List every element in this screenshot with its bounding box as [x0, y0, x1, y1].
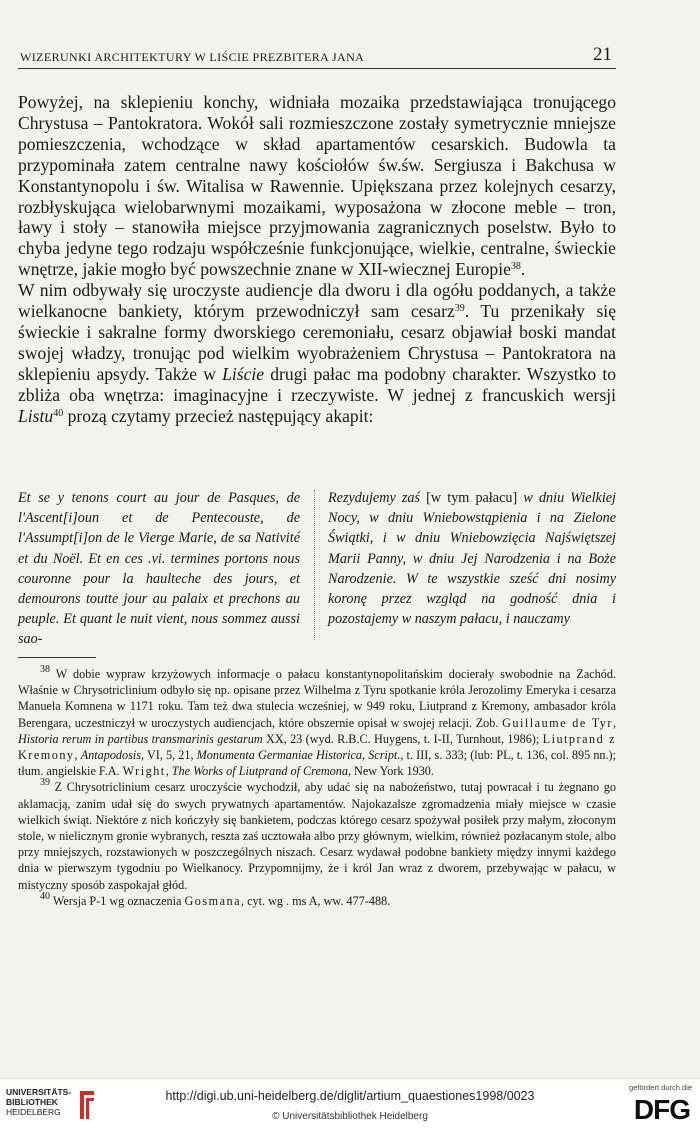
footnote-38-text-a: W dobie wypraw krzyżowych informacje o pałacu konstantynopolitańskim docierały swobodnie na Zachód. Właśnie w Chrysotriclinium odbyło się np. opisane przez Wilhelma z Tyru spotkanie króla Jerozolimy Emeryka i cesarza Manuela Komnena w 1171 roku. Tam też dwa stulecia wcześniej, w 949 roku, Liutprand z Kremony, ambasador króla Berengara, uczestniczył w uroczystych audiencjach, które obszernie opisał w swojej relacji. Zob.	[18, 667, 616, 730]
dfg-logo[interactable]: DFG	[633, 1094, 690, 1125]
footnote-ref-39[interactable]: 39	[454, 303, 465, 315]
footnote-39	[18, 779, 616, 892]
library-line-2: BIBLIOTHEK	[6, 1097, 58, 1107]
footnote-separator	[18, 657, 96, 658]
footnote-40-author: Gosmana	[184, 893, 242, 908]
permalink-url[interactable]: http://digi.ub.uni-heidelberg.de/diglit/artium_quaestiones1998/0023	[165, 1089, 535, 1103]
footnote-39-number: 39	[40, 777, 50, 789]
footnote-38	[18, 666, 616, 779]
footnote-40-text-a: Wersja P-1 wg oznaczenia	[50, 893, 185, 908]
footnote-38-sep-g: ,	[165, 764, 172, 779]
footnote-38-text-c: XX, 23 (wyd. R.B.C. Huygens, t. I-II, Turnhout, 1986);	[262, 731, 543, 746]
column-divider	[314, 490, 315, 640]
viewer-footer	[0, 1078, 700, 1136]
paragraph-2-text-a: W nim odbywały się uroczyste audiencje dla dworu i dla ogółu poddanych, a także wielkanocne bankiety, którym przewodniczył sam cesarz	[18, 280, 616, 322]
footnote-38-author-3: Wright	[122, 764, 166, 779]
main-text	[18, 92, 616, 427]
footnotes	[18, 666, 616, 909]
footnote-38-text-f: , t. III, s. 333; (lub: PL, t. 136, col. 895 nn.); tłum. angielskie F.A.	[18, 748, 616, 779]
paragraph-2-text-b: . Tu przenikały się świeckie i sakralne formy dworskiego ceremoniału, cesarz objawiał boski mandat swojej władzy, tronując pod wielkim wyobrażeniem Chrystusa – Pantokratora na sklepieniu apsydy. Także w	[18, 301, 616, 384]
quote-polish	[328, 488, 616, 629]
footnote-38-author-2: Liutprand z Kremony	[18, 731, 616, 763]
library-line-1: UNIVERSITÄTS-	[6, 1087, 72, 1097]
running-head	[18, 46, 616, 69]
library-line-3: HEIDELBERG	[6, 1107, 61, 1117]
footnote-40-number: 40	[40, 890, 50, 902]
sponsor-caption: gefördert durch die	[629, 1083, 692, 1092]
quote-polish-bracket: [w tym pałacu]	[420, 490, 524, 506]
paragraph-2	[18, 280, 616, 426]
footnote-38-title-3: Monumenta Germaniae Historica, Script.	[196, 748, 401, 763]
paragraph-1	[18, 92, 616, 280]
paragraph-1-text: Powyżej, na sklepieniu konchy, widniała mozaika przedstawiająca tronującego Chrystusa – Pantokratora. Wokół sali rozmieszczone zostały symetrycznie mniejsze pomieszczenia, wchodzące w skład apartamentów cesarskich. Budowla ta przypominała zatem centralne nawy kościołów św.św. Sergiusza i Bakchusa w Konstantynopolu i św. Witalisa w Rawennie. Upiększana przez kolejnych cesarzy, rozbłyskująca wielobarwnymi mozaikami, wyposażona w złocone meble – tron, ławy i stoły – stanowiła miejsce przyjmowania zagranicznych poselstw. Było to chyba jedyne tego rodzaju współcześnie funkcjonujące, wielkie, centralne, świeckie wnętrze, jakie mogło być powszechnie znane w XII-wiecznej Europie	[18, 92, 616, 280]
footnote-38-title-1: Historia rerum in partibus transmarinis gestarum	[18, 731, 263, 746]
footnote-39-text: Z Chrysotriclinium cesarz uroczyście wychodził, aby udać się na nabożeństwo, tutaj powracał i tu żegnano go aklamacją, zanim udał się do swych prywatnych apartamentów. Najokazalsze zgromadzenia miały miejsce w czasie wielkich świąt. Niektóre z nich kończyły się bankietem, podczas którego cesarz spożywał posiłek przy małym, złoconym stole, w nielicznym gronie wybranych, reszta zaś ucztowała albo przy głównym, wielkim, również pozłacanym stole, albo przy mniejszych, rozstawionych w poszczególnych niszach. Cesarz wydawał podobne bankiety między innymi każdego dnia w pierwszym tygodniu po Wielkanocy. Przypomnijmy, że i król Jan wraz z dworem, przebywając w pałacu, w mistyczny sposób zaspokajał głód.	[18, 780, 616, 892]
footnote-ref-40[interactable]: 40	[53, 407, 64, 419]
footnote-40-text-b: , cyt. wg . ms A, ww. 477-488.	[241, 893, 391, 908]
quote-polish-c: w dniu Wielkiej Nocy, w dniu Wniebowstąpienia i na Zielone Świątki, i w dniu Wniebowzięcia Najświętszej Marii Panny, w dniu Jej Narodzenia i na Boże Narodzenie. W te wszystkie sześć dni nosimy koronę przez wzgląd na godność dnia i pozostajemy w naszym pałacu, i nauczamy	[328, 490, 617, 628]
quote-polish-a: Rezydujemy zaś	[328, 490, 421, 506]
paragraph-2-text-d: prozą czytamy przecież następujący akapit:	[63, 405, 374, 426]
footnote-38-text-e: , VI, 5, 21,	[140, 748, 197, 763]
page-number: 21	[593, 44, 612, 65]
paragraph-2-emphasis-listu: Listu	[18, 405, 54, 426]
copyright-notice: © Universitätsbibliothek Heidelberg	[272, 1111, 428, 1122]
footnote-40	[18, 890, 616, 909]
footnote-ref-38[interactable]: 38	[510, 261, 521, 273]
footnote-38-text-h: , New York 1930.	[347, 764, 434, 779]
footnote-38-sep-b: ,	[612, 715, 616, 730]
paragraph-1-end: .	[520, 259, 526, 280]
footnote-38-sep-d: ,	[74, 748, 81, 763]
paragraph-2-emphasis-liscie: Liście	[222, 363, 265, 384]
parallel-quotation	[18, 488, 616, 648]
footnote-38-title-4: The Works of Liutprand of Cremona	[171, 764, 348, 779]
running-head-title: WIZERUNKI ARCHITEKTURY W LIŚCIE PREZBITERA JANA	[20, 50, 365, 64]
footnote-38-title-2: Antapodosis	[80, 748, 141, 763]
quote-french: Et se y tenons court au jour de Pasques, de l'Ascent[i]oun et de Pentecouste, de l'Assumpt[i]on de le Vierge Marie, de sa Nativité et du Noël. Et en ces .vi. termines portons nous couronne pour la haulteche des jours, et demourons toutte jour au palaix et prechons au peuple. Et quant le nuit vient, nous sommez aussi sao-	[18, 490, 300, 648]
paragraph-2-text-c: drugi pałac ma podobny charakter. Wszystko to zbliża oba wnętrza: imaginacyjne i rzeczywiste. W jednej z francuskich wersji	[18, 363, 617, 405]
footnote-38-number: 38	[40, 664, 50, 675]
footnote-38-author-1: Guillaume de Tyr	[502, 715, 613, 730]
